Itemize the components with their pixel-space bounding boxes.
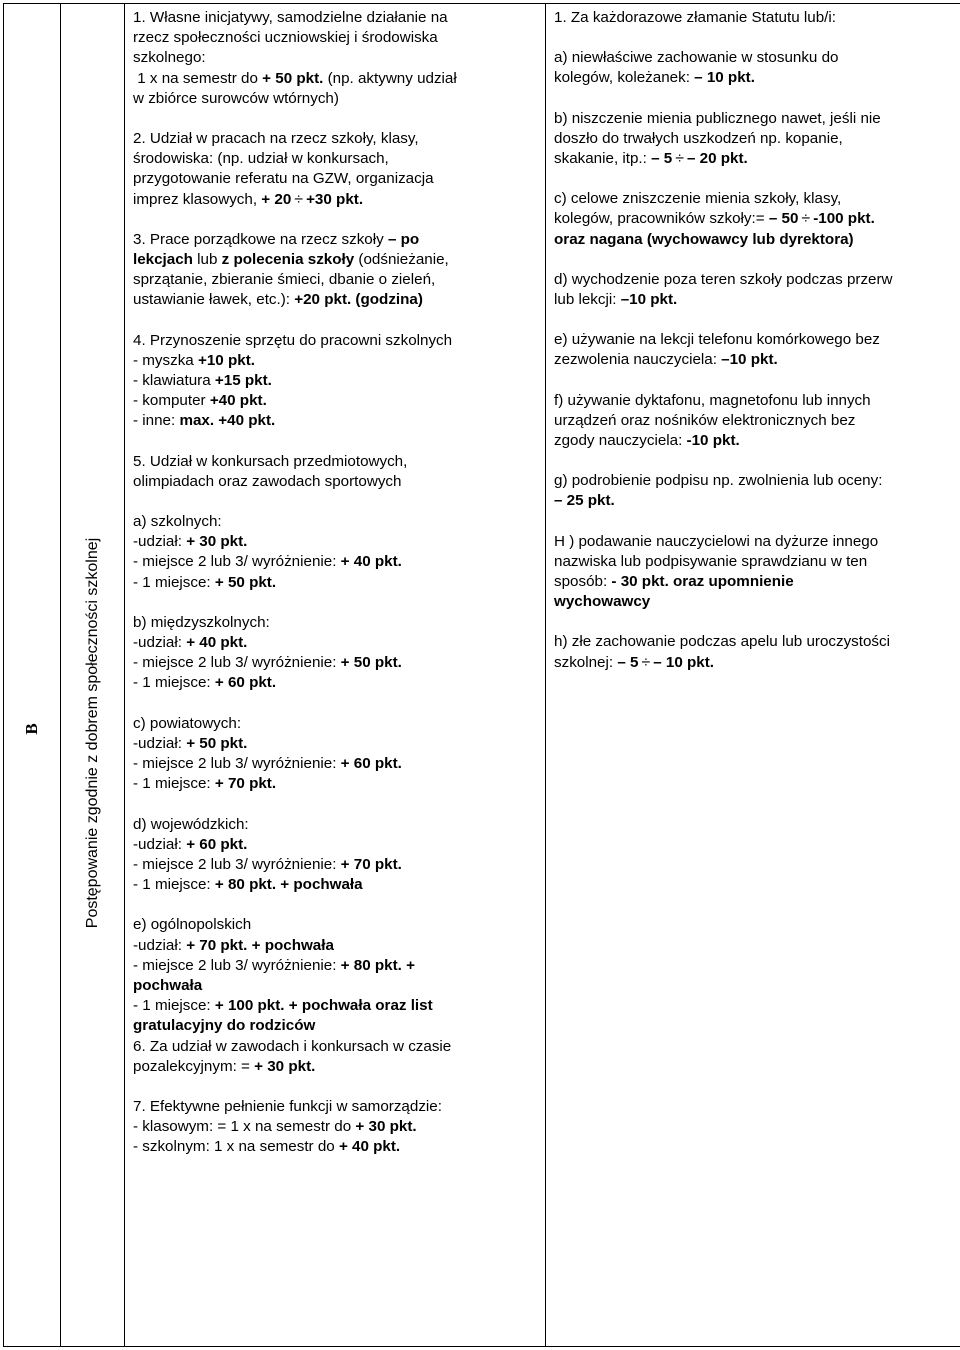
negative-heading: 1. Za każdorazowe złamanie Statutu lub/i: [554, 9, 836, 26]
section-title-cell [61, 4, 125, 1347]
item-6: 6. Za udział w zawodach i konkursach w czasie pozalekcyjnym: = + 30 pkt. [133, 1037, 452, 1075]
positive-behaviors-cell [125, 4, 546, 1347]
item-a: a) niewłaściwe zachowanie w stosunku do kolegów, koleżanek: – 10 pkt. [554, 49, 839, 87]
division-sign-icon: ÷ [294, 190, 304, 208]
item-2: 2. Udział w pracach na rzecz szkoły, klasy, środowiska: (np. udział w konkursach, przygotowanie referatu na GZW, organizacja imprez klasowych, + 20 ÷ +30 pkt. [133, 130, 434, 208]
division-sign-icon: ÷ [641, 653, 651, 671]
item-d: d) wychodzenie poza teren szkoły podczas przerw lub lekcji: –10 pkt. [554, 270, 893, 309]
item-h: h) złe zachowanie podczas apelu lub uroczystości szkolnej: – 5 ÷ – 10 pkt. [554, 633, 890, 671]
division-sign-icon: ÷ [675, 150, 684, 168]
item-e: e) używanie na lekcji telefonu komórkowego bez zezwolenia nauczyciela: –10 pkt. [554, 331, 880, 369]
item-f: f) używanie dyktafonu, magnetofonu lub innych urządzeń oraz nośników elektronicznych bez zgody nauczyciela: -10 pkt. [554, 391, 871, 450]
item-g: g) podrobienie podpisu np. zwolnienia lub oceny: – 25 pkt. [554, 472, 883, 510]
item-5: 5. Udział w konkursach przedmiotowych, olimpiadach oraz zawodach sportowych [133, 452, 408, 490]
division-sign-icon: ÷ [801, 210, 811, 228]
negative-behaviors-cell [546, 4, 960, 1347]
item-H: H ) podawanie nauczycielowi na dyżurze innego nazwiska lub podpisywanie sprawdzianu w ten sposób: - 30 pkt. oraz upomnienie wychowawcy [554, 532, 879, 611]
item-1: 1. Własne inicjatywy, samodzielne działanie na rzecz społeczności uczniowskiej i środowiska szkolnego: 1 x na semestr do + 50 pkt. (np. aktywny udział w zbiórce surowców wtórnych) [133, 9, 457, 107]
positive-behaviors-list [125, 4, 545, 1158]
item-5a-school: a) szkolnych: -udział: + 30 pkt. - miejsce 2 lub 3/ wyróżnienie: + 40 pkt. - 1 miejsce: + 50 pkt. [133, 513, 402, 591]
item-5c-district: c) powiatowych: -udział: + 50 pkt. - miejsce 2 lub 3/ wyróżnienie: + 60 pkt. - 1 miejsce: + 70 pkt. [133, 714, 402, 793]
item-5d-voivodeship: d) wojewódzkich: -udział: + 60 pkt. - miejsce 2 lub 3/ wyróżnienie: + 70 pkt. - 1 miejsce: + 80 pkt. + pochwała [133, 815, 402, 894]
behavior-table [3, 3, 960, 1347]
item-4: 4. Przynoszenie sprzętu do pracowni szkolnych - myszka +10 pkt. - klawiatura +15 pkt. - komputer +40 pkt. - inne: max. +40 pkt. [133, 331, 453, 430]
item-5b-interschool: b) międzyszkolnych: -udział: + 40 pkt. - miejsce 2 lub 3/ wyróżnienie: + 50 pkt. - 1 miejsce: + 60 pkt. [133, 613, 402, 692]
document-page [3, 3, 957, 1347]
negative-behaviors-list [546, 4, 960, 673]
item-c: c) celowe zniszczenie mienia szkoły, klasy, kolegów, pracowników szkoły:= – 50 ÷ -100 pkt. oraz nagana (wychowawcy lub dyrektora) [554, 190, 875, 248]
section-letter: B [22, 723, 41, 735]
item-3: 3. Prace porządkowe na rzecz szkoły – po lekcjach lub z polecenia szkoły (odśnieżanie, sprzątanie, zbieranie śmieci, dbanie o zieleń, ustawianie ławek, etc.): +20 pkt. (godzina) [133, 230, 449, 309]
section-title: Postępowanie zgodnie z dobrem społeczności szkolnej [83, 537, 101, 929]
item-5e-national: e) ogólnopolskich -udział: + 70 pkt. + pochwała - miejsce 2 lub 3/ wyróżnienie: + 80 pkt. + pochwała - 1 miejsce: + 100 pkt. + pochwała oraz list gratulacyjny do rodziców [133, 916, 433, 1035]
section-letter-cell [4, 4, 61, 1347]
item-7: 7. Efektywne pełnienie funkcji w samorządzie: - klasowym: = 1 x na semestr do + 30 pkt. - szkolnym: 1 x na semestr do + 40 pkt. [133, 1097, 442, 1156]
item-b: b) niszczenie mienia publicznego nawet, jeśli nie doszło do trwałych uszkodzeń np. kopanie, skakanie, itp.: – 5 ÷ – 20 pkt. [554, 109, 881, 168]
